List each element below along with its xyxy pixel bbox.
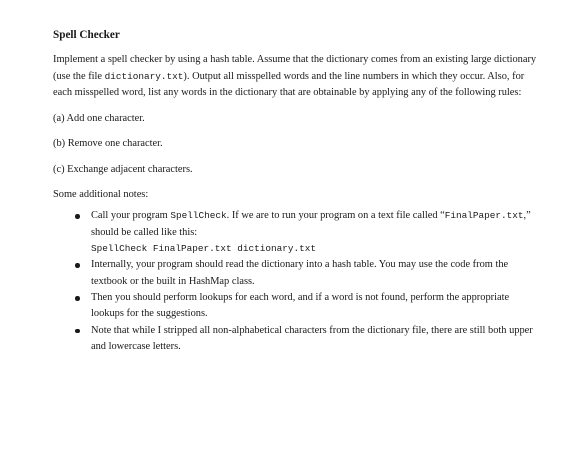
program-name: SpellCheck bbox=[170, 210, 227, 222]
document-title: Spell Checker bbox=[53, 29, 120, 41]
note4-text: Note that while I stripped all non-alphabetical characters from the dictionary file, there are still both upper and lowercase letters. bbox=[91, 324, 533, 352]
note3-text: Then you should perform lookups for each word, and if a word is not found, perform the appropriate lookups for the suggestions. bbox=[91, 291, 510, 320]
bullet-icon bbox=[75, 263, 80, 268]
intro-paragraph bbox=[53, 52, 541, 102]
note1-text-part1: Call your program bbox=[91, 210, 171, 222]
rule-remove-character: (b) Remove one character. bbox=[53, 138, 163, 150]
note-item-hash-table bbox=[53, 257, 533, 290]
note2-text: Internally, your program should read the dictionary into a hash table. You may use the code from the textbook or the built in HashMap class. bbox=[91, 259, 509, 287]
bullet-icon bbox=[75, 214, 80, 219]
note1-text-part2: . If we are to run your program on a text file called “ bbox=[226, 210, 445, 222]
bullet-icon bbox=[75, 329, 80, 334]
paper-filename: FinalPaper.txt bbox=[444, 210, 524, 222]
bullet-icon bbox=[75, 296, 80, 301]
rule-add-character: (a) Add one character. bbox=[53, 113, 145, 125]
notes-heading: Some additional notes: bbox=[53, 188, 149, 200]
document bbox=[53, 28, 553, 355]
command-line-example: SpellCheck FinalPaper.txt dictionary.txt bbox=[91, 243, 317, 255]
intro-text-part1: Implement a spell checker by using a hash table. Assume that the dictionary comes from an existing large dictionary (use the file bbox=[53, 54, 537, 82]
notes-list bbox=[53, 208, 553, 355]
rule-exchange-characters: (c) Exchange adjacent characters. bbox=[53, 163, 193, 175]
dictionary-filename: dictionary.txt bbox=[104, 70, 184, 82]
note-item-program-name bbox=[53, 208, 533, 257]
note1-text-part3: ,” should be called like this: bbox=[91, 210, 531, 238]
note-item-case bbox=[53, 323, 533, 356]
note-item-lookups bbox=[53, 290, 533, 323]
intro-text-part2: ). Output all misspelled words and the line numbers in which they occur. Also, for each misspelled word, list any words in the dictionary that are obtainable by applying any of the following rules: bbox=[53, 70, 525, 99]
